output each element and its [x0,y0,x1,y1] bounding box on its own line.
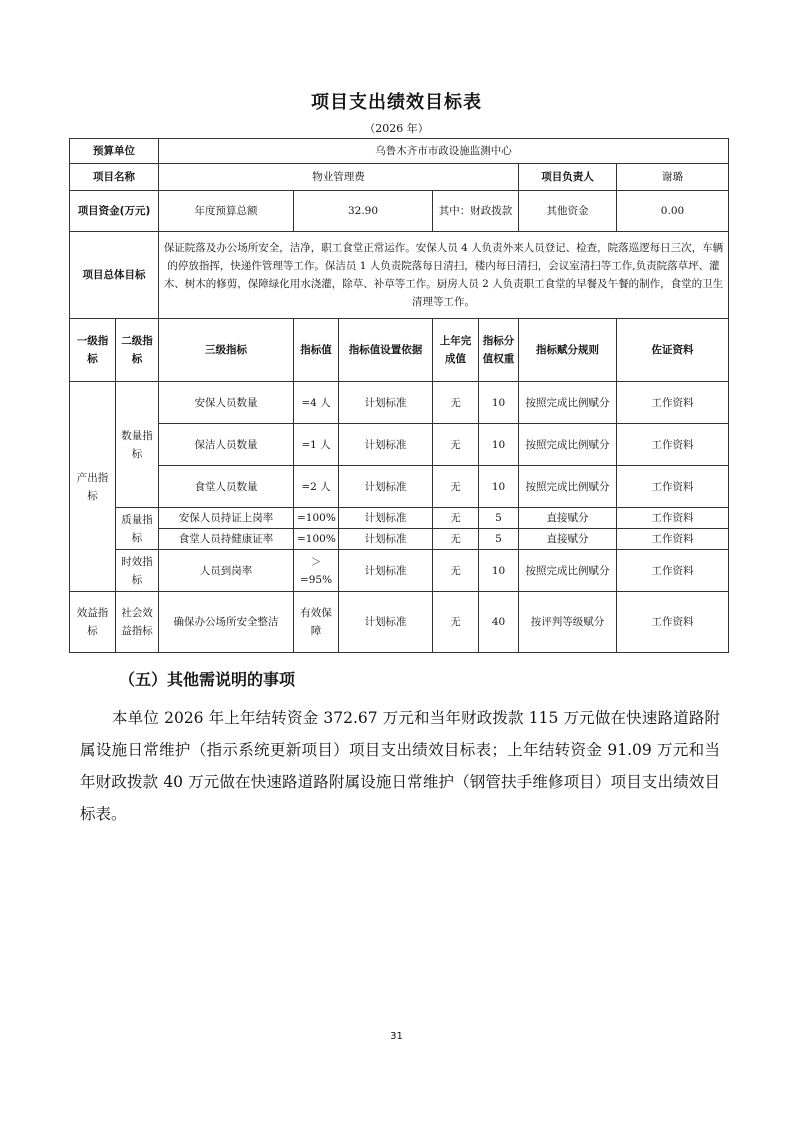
indicator-value: =1 人 [294,424,339,466]
indicator-evidence: 工作资料 [617,424,729,466]
group-quality: 质量指标 [116,508,159,550]
indicator-name: 确保办公场所安全整洁 [159,592,294,653]
funds-row [70,191,729,232]
indicator-rule: 按评判等级赋分 [519,592,617,653]
table-row [70,466,729,508]
indicator-weight: 10 [479,382,519,424]
table-row [70,592,729,653]
indicator-value: =100% [294,529,339,550]
fiscal-label: 其中：财政拨款 [433,191,519,232]
table-row [70,529,729,550]
group-benefit: 效益指标 [70,592,116,653]
indicator-weight: 10 [479,550,519,592]
indicator-weight: 10 [479,424,519,466]
indicator-rule: 按照完成比例赋分 [519,466,617,508]
indicator-name: 人员到岗率 [159,550,294,592]
indicator-last-year: 无 [433,466,479,508]
page-number: 31 [390,1031,403,1042]
responsible-value: 谢璐 [617,164,729,191]
project-name-row [70,164,729,191]
indicator-weight: 5 [479,508,519,529]
budget-unit-row [70,139,729,164]
budget-unit-label: 预算单位 [70,139,159,164]
funds-label: 项目资金(万元) [70,191,159,232]
project-name-label: 项目名称 [70,164,159,191]
col-rule: 指标赋分规则 [519,319,617,382]
annual-total-label: 年度预算总额 [159,191,294,232]
page-title: 项目支出绩效目标表 [311,92,482,113]
indicator-basis: 计划标准 [339,592,433,653]
performance-table [69,138,729,653]
year-label: （2026 年） [364,122,429,135]
col-weight: 指标分值权重 [479,319,519,382]
section-heading: （五）其他需说明的事项 [119,670,296,689]
indicator-weight: 10 [479,466,519,508]
indicator-basis: 计划标准 [339,529,433,550]
indicator-evidence: 工作资料 [617,382,729,424]
indicator-evidence: 工作资料 [617,592,729,653]
indicator-rule: 直接赋分 [519,508,617,529]
project-name-value: 物业管理费 [159,164,519,191]
indicator-rule: 直接赋分 [519,529,617,550]
table-row [70,550,729,592]
indicator-name: 食堂人员数量 [159,466,294,508]
indicator-basis: 计划标准 [339,550,433,592]
annual-total-value: 32.90 [294,191,433,232]
group-social: 社会效益指标 [116,592,159,653]
indicator-name: 安保人员持证上岗率 [159,508,294,529]
indicator-evidence: 工作资料 [617,550,729,592]
indicator-evidence: 工作资料 [617,529,729,550]
group-timeliness: 时效指标 [116,550,159,592]
col-level2: 二级指标 [116,319,159,382]
goal-text: 保证院落及办公场所安全，洁净，职工食堂正常运作。安保人员 4 人负责外来人员登记、检查，院落巡逻每日三次，车辆的停放指挥，快递件管理等工作。保洁员 1 人负责院落每日清扫，楼内每日清扫，会议室清扫等工作,负责院落草坪、灌木、树木的修剪，保障绿化用水浇灌，除草、补草等工作。厨房人员 2 人负责职工食堂的早餐及午餐的制作，食堂的卫生清理等工作。 [159,232,729,319]
indicator-last-year: 无 [433,508,479,529]
col-level3: 三级指标 [159,319,294,382]
section-paragraph: 本单位 2026 年上年结转资金 372.67 万元和当年财政拨款 115 万元做在快速路道路附属设施日常维护（指示系统更新项目）项目支出绩效目标表；上年结转资金 91.09 万元和当年财政拨款 40 万元做在快速路道路附属设施日常维护（钢管扶手维修项目）项目支出绩效目标表。 [80,709,720,823]
indicator-evidence: 工作资料 [617,508,729,529]
indicator-name: 保洁人员数量 [159,424,294,466]
goal-row [70,232,729,319]
indicator-last-year: 无 [433,592,479,653]
indicator-weight: 40 [479,592,519,653]
indicator-basis: 计划标准 [339,508,433,529]
other-value: 0.00 [617,191,729,232]
indicator-basis: 计划标准 [339,382,433,424]
indicator-value: =2 人 [294,466,339,508]
indicator-value: 有效保障 [294,592,339,653]
indicator-rule: 按照完成比例赋分 [519,550,617,592]
indicator-name: 安保人员数量 [159,382,294,424]
indicator-value: ＞=95% [294,550,339,592]
col-basis: 指标值设置依据 [339,319,433,382]
col-level1: 一级指标 [70,319,116,382]
goal-label: 项目总体目标 [70,232,159,319]
indicator-rule: 按照完成比例赋分 [519,424,617,466]
group-output: 产出指标 [70,382,116,592]
column-header-row [70,319,729,382]
indicator-name: 食堂人员持健康证率 [159,529,294,550]
other-label: 其他资金 [519,191,617,232]
group-quantity: 数量指标 [116,382,159,508]
indicator-last-year: 无 [433,382,479,424]
indicator-weight: 5 [479,529,519,550]
col-evidence: 佐证资料 [617,319,729,382]
indicator-evidence: 工作资料 [617,466,729,508]
col-value: 指标值 [294,319,339,382]
indicator-rule: 按照完成比例赋分 [519,382,617,424]
indicator-value: =100% [294,508,339,529]
indicator-basis: 计划标准 [339,466,433,508]
indicator-basis: 计划标准 [339,424,433,466]
col-last-year: 上年完成值 [433,319,479,382]
indicator-last-year: 无 [433,529,479,550]
indicator-last-year: 无 [433,550,479,592]
table-row [70,382,729,424]
indicator-value: =4 人 [294,382,339,424]
indicator-last-year: 无 [433,424,479,466]
budget-unit-value: 乌鲁木齐市市政设施监测中心 [159,139,729,164]
table-row [70,424,729,466]
table-row [70,508,729,529]
responsible-label: 项目负责人 [519,164,617,191]
